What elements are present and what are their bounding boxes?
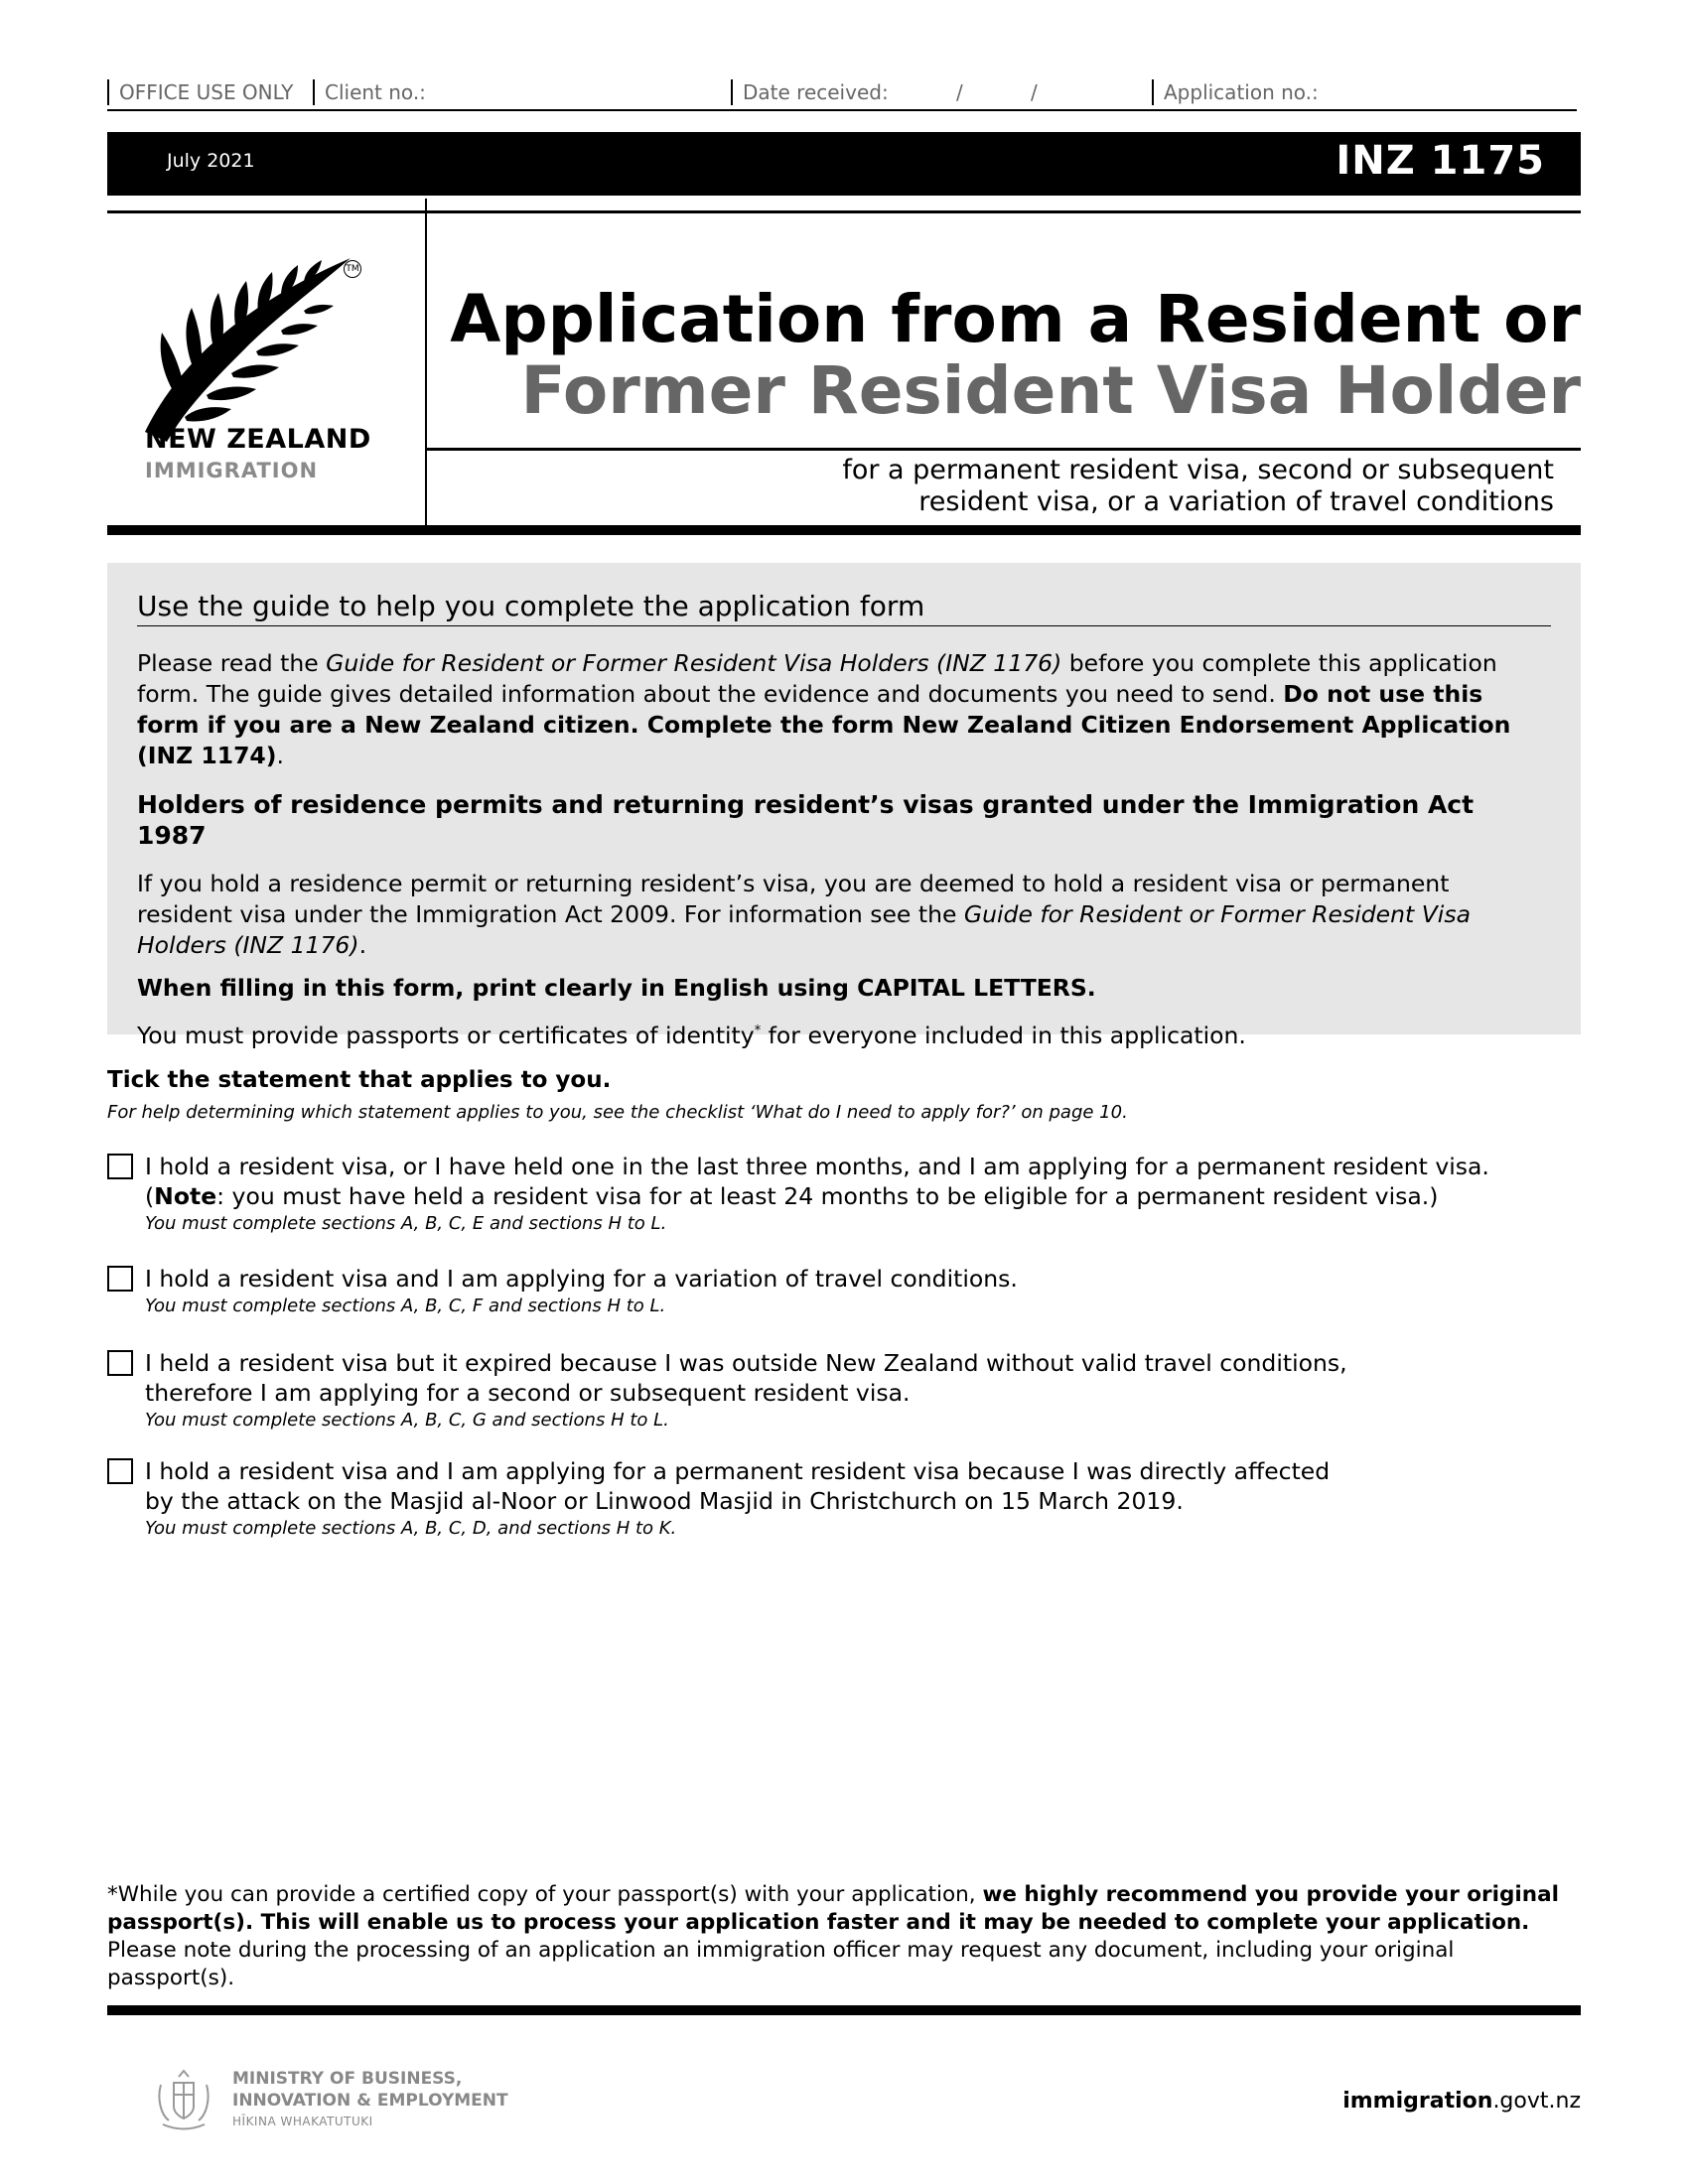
brand-name: NEW ZEALAND	[145, 424, 371, 455]
ministry-name-line1: MINISTRY OF BUSINESS,	[232, 2069, 463, 2089]
statement-checkbox[interactable]	[107, 1458, 133, 1484]
statement-requirement: You must complete sections A, B, C, E and sections H to L.	[145, 1213, 667, 1234]
text: Please read the	[137, 649, 327, 677]
application-no-field[interactable]: Application no.:	[1152, 79, 1319, 105]
statement-checkbox[interactable]	[107, 1266, 133, 1292]
text: You must provide passports or certificates of identity	[137, 1021, 755, 1049]
statement-requirement: You must complete sections A, B, C, F and sections H to L.	[145, 1296, 666, 1316]
subtitle-line1: for a permanent resident visa, second or subsequent	[842, 455, 1554, 485]
statement-text: I hold a resident visa, or I have held one in the last three months, and I am applying for a permanent resident visa.	[145, 1153, 1489, 1180]
footer-rule	[107, 2005, 1581, 2015]
text: .	[358, 931, 367, 959]
footnote-marker: *	[754, 1024, 762, 1038]
guide-panel	[107, 563, 1581, 1049]
site-domain: immigration	[1342, 2089, 1493, 2114]
date-received-field[interactable]: Date received:	[731, 79, 889, 105]
text: If you hold a residence permit or returning resident’s visa, you are deemed to hold a resident visa or permanent resident visa under the Immigration Act 2009. For information see the	[137, 870, 1450, 928]
text: (	[145, 1182, 155, 1210]
text: : you must have held a resident visa for at least 24 months to be eligible for a permanent resident visa.)	[216, 1182, 1439, 1210]
statement-text: I hold a resident visa and I am applying for a permanent resident visa because I was directly affected	[145, 1457, 1331, 1485]
statement-text: I held a resident visa but it expired because I was outside New Zealand without valid travel conditions,	[145, 1349, 1347, 1377]
guide-heading: Use the guide to help you complete the application form	[137, 591, 1551, 626]
statement-requirement: You must complete sections A, B, C, G and sections H to L.	[145, 1410, 669, 1431]
note-label: Note	[154, 1182, 217, 1210]
statement-checkbox[interactable]	[107, 1350, 133, 1376]
guide-paragraph	[137, 648, 1551, 771]
statement-option-christchurch	[107, 1456, 1557, 1542]
date-separator: /	[1031, 80, 1038, 104]
statement-text: therefore I am applying for a second or subsequent resident visa.	[145, 1379, 911, 1407]
residence-permits-paragraph	[137, 869, 1551, 961]
silver-fern-icon	[137, 248, 365, 447]
header-divider	[425, 199, 427, 526]
tick-help-text: For help determining which statement applies to you, see the checklist ‘What do I need to apply for?’ on page 10.	[107, 1102, 1128, 1123]
text: .	[276, 742, 285, 769]
title-underline	[427, 448, 1581, 451]
header-bar	[107, 132, 1581, 196]
office-use-label: OFFICE USE ONLY	[107, 79, 293, 105]
statement-requirement: You must complete sections A, B, C, D, and sections H to K.	[145, 1518, 677, 1539]
statement-text: by the attack on the Masjid al-Noor or Linwood Masjid in Christchurch on 15 March 2019.	[145, 1487, 1184, 1515]
statement-checkbox[interactable]	[107, 1154, 133, 1179]
statement-note	[145, 1181, 1555, 1211]
site-tld: .govt.nz	[1492, 2089, 1581, 2114]
passport-footnote	[107, 1881, 1577, 1992]
text: *While you can provide a certified copy of your passport(s) with your application,	[107, 1882, 983, 1907]
nz-immigration-logo	[107, 213, 425, 521]
date-separator: /	[956, 80, 963, 104]
statement-text: I hold a resident visa and I am applying for a variation of travel conditions.	[145, 1265, 1018, 1293]
capital-letters-instruction: When filling in this form, print clearly in English using CAPITAL LETTERS.	[137, 974, 1096, 1002]
office-use-strip	[107, 79, 1577, 111]
guide-reference: Guide for Resident or Former Resident Visa Holders (INZ 1176)	[326, 649, 1062, 677]
header-rule-bottom	[107, 525, 1581, 535]
form-code: INZ 1175	[1336, 138, 1545, 184]
brand-subtitle: IMMIGRATION	[145, 459, 319, 482]
coat-of-arms-icon	[149, 2065, 218, 2134]
trademark-symbol: TM	[344, 260, 361, 278]
guide-reference: Guide for Resident or Former Resident Visa Holders (INZ 1176)	[137, 900, 1471, 959]
statement-option-permanent	[107, 1152, 1557, 1234]
text: before you complete this application form. The guide gives detailed information about the evidence and documents you need to send.	[137, 649, 1497, 708]
text: for everyone included in this application.	[761, 1021, 1246, 1049]
residence-permits-heading: Holders of residence permits and returning resident’s visas granted under the Immigration Act 1987	[137, 790, 1475, 850]
text: Please note during the processing of an application an immigration officer may request any document, including your original passport(s).	[107, 1938, 1455, 1990]
ministry-maori-name: HĪKINA WHAKATUTUKI	[232, 2115, 373, 2128]
passport-instruction	[137, 1016, 1551, 1051]
citizen-warning: Do not use this form if you are a New Zealand citizen. Complete the form New Zealand Citizen Endorsement Application (INZ 1174)	[137, 680, 1511, 769]
statement-option-travel-conditions	[107, 1264, 1557, 1319]
ministry-name-line2: INNOVATION & EMPLOYMENT	[232, 2091, 508, 2111]
subtitle-line2: resident visa, or a variation of travel conditions	[918, 486, 1554, 517]
page-title-line1: Application from a Resident or	[450, 281, 1581, 357]
client-no-field[interactable]: Client no.:	[313, 79, 426, 105]
page-subtitle	[799, 455, 1554, 518]
recommendation: we highly recommend you provide your original passport(s). This will enable us to process your application faster and it may be needed to complete your application.	[107, 1882, 1559, 1935]
tick-heading: Tick the statement that applies to you.	[107, 1067, 612, 1093]
form-date: July 2021	[167, 150, 255, 172]
page-title-line2: Former Resident Visa Holder	[520, 352, 1581, 429]
website-link[interactable]	[1342, 2089, 1581, 2114]
statement-option-subsequent-visa	[107, 1348, 1557, 1433]
